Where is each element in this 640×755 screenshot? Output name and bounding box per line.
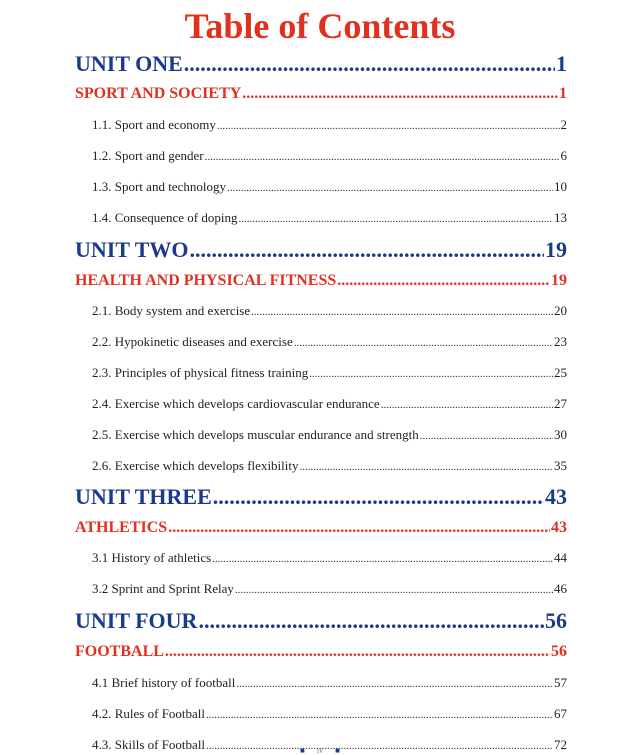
dot-leader — [235, 581, 553, 598]
toc-entry-sub[interactable] — [92, 580, 567, 598]
dot-leader — [165, 641, 550, 663]
toc-entry-sub[interactable] — [92, 302, 567, 320]
toc-entry-sub[interactable] — [92, 549, 567, 567]
toc-entry-page-number: 19 — [545, 237, 567, 262]
toc-entry-page-number: 6 — [560, 148, 567, 163]
toc-entry-page-number: 56 — [551, 643, 567, 660]
toc-entry-topic[interactable] — [75, 270, 567, 292]
toc-entry-label: 1.3. Sport and technology — [92, 179, 226, 194]
toc-entry-page-number: 44 — [554, 550, 567, 565]
page-footer — [0, 747, 640, 755]
toc-entry-page-number: 10 — [554, 179, 567, 194]
toc-entry-label: 2.5. Exercise which develops muscular endurance and strength — [92, 427, 419, 442]
toc-entry-page-number: 13 — [554, 210, 567, 225]
toc-entry-label: 1.4. Consequence of doping — [92, 210, 238, 225]
dot-leader — [239, 210, 553, 227]
toc-entry-label: 3.2 Sprint and Sprint Relay — [92, 581, 234, 596]
toc-entry-topic[interactable] — [75, 83, 567, 105]
toc-entry-page-number: 35 — [554, 458, 567, 473]
toc-entry-unit[interactable] — [75, 236, 567, 264]
toc-entry-page-number: 67 — [554, 706, 567, 721]
dot-leader — [205, 148, 560, 165]
toc-entry-page-number: 27 — [554, 396, 567, 411]
toc-entry-sub[interactable] — [92, 178, 567, 196]
toc-entry-sub[interactable] — [92, 395, 567, 413]
toc-entry-label: HEALTH AND PHYSICAL FITNESS — [75, 272, 337, 289]
toc-entry-page-number: 2 — [560, 117, 567, 132]
toc-entry-sub[interactable] — [92, 705, 567, 723]
toc-entry-label: UNIT THREE — [75, 484, 212, 509]
dot-leader — [212, 550, 553, 567]
toc-entry-label: 2.1. Body system and exercise — [92, 303, 251, 318]
toc-entry-page-number: 57 — [554, 675, 567, 690]
toc-entry-sub[interactable] — [92, 209, 567, 227]
footer-left-mark: ■ — [300, 746, 305, 755]
dot-leader — [236, 675, 553, 692]
toc-entry-page-number: 19 — [551, 272, 567, 289]
footer-right-mark: ■ — [335, 746, 340, 755]
toc-entry-unit[interactable] — [75, 607, 567, 635]
toc-entry-label: 4.2. Rules of Football — [92, 706, 206, 721]
toc-entry-page-number: 56 — [545, 608, 567, 633]
toc-entry-page-number: 23 — [554, 334, 567, 349]
toc-entry-label: 4.1 Brief history of football — [92, 675, 236, 690]
toc-entry-sub[interactable] — [92, 116, 567, 134]
toc-entry-label: 2.4. Exercise which develops cardiovascular endurance — [92, 396, 380, 411]
dot-leader — [227, 179, 553, 196]
dot-leader — [213, 483, 544, 511]
toc-entry-page-number: 43 — [545, 484, 567, 509]
toc-entry-label: 1.2. Sport and gender — [92, 148, 204, 163]
toc-entry-topic[interactable] — [75, 517, 567, 539]
toc-entry-label: ATHLETICS — [75, 519, 168, 536]
toc-entry-label: 3.1 History of athletics — [92, 550, 212, 565]
dot-leader — [190, 236, 544, 264]
toc-entry-unit[interactable] — [75, 483, 567, 511]
toc-entry-label: 1.1. Sport and economy — [92, 117, 216, 132]
page-title: Table of Contents — [184, 6, 456, 46]
toc-entry-page-number: 1 — [559, 85, 567, 102]
dot-leader — [309, 365, 553, 382]
dot-leader — [168, 517, 550, 539]
dot-leader — [337, 270, 550, 292]
footer-page-number: iv — [316, 746, 324, 755]
toc-entry-sub[interactable] — [92, 147, 567, 165]
toc-entry-page-number: 20 — [554, 303, 567, 318]
dot-leader — [251, 303, 553, 320]
toc-entry-sub[interactable] — [92, 674, 567, 692]
toc-entry-page-number: 46 — [554, 581, 567, 596]
toc-entry-label: 2.6. Exercise which develops flexibility — [92, 458, 299, 473]
toc-entry-topic[interactable] — [75, 641, 567, 663]
toc-entry-label: UNIT ONE — [75, 51, 183, 76]
dot-leader — [217, 117, 560, 134]
toc-entry-page-number: 72 — [554, 737, 567, 752]
toc-entry-unit[interactable] — [75, 50, 567, 78]
toc-entry-sub[interactable] — [92, 364, 567, 382]
toc-entry-label: 2.2. Hypokinetic diseases and exercise — [92, 334, 293, 349]
dot-leader — [294, 334, 553, 351]
dot-leader — [198, 607, 544, 635]
toc-entry-label: 2.3. Principles of physical fitness training — [92, 365, 309, 380]
toc-entry-page-number: 1 — [556, 51, 567, 76]
toc-entry-label: 4.3. Skills of Football — [92, 737, 206, 752]
dot-leader — [184, 50, 555, 78]
toc-entry-sub[interactable] — [92, 457, 567, 475]
toc-entry-page-number: 30 — [554, 427, 567, 442]
dot-leader — [420, 427, 553, 444]
toc-entry-sub[interactable] — [92, 333, 567, 351]
dot-leader — [381, 396, 553, 413]
toc-entry-page-number: 43 — [551, 519, 567, 536]
dot-leader — [206, 706, 553, 723]
toc-entry-label: SPORT AND SOCIETY — [75, 85, 242, 102]
toc-entry-label: UNIT FOUR — [75, 608, 198, 633]
toc-entry-label: UNIT TWO — [75, 237, 189, 262]
dot-leader — [242, 83, 558, 105]
dot-leader — [300, 458, 553, 475]
toc-entry-label: FOOTBALL — [75, 643, 164, 660]
toc-entry-page-number: 25 — [554, 365, 567, 380]
toc-entry-sub[interactable] — [92, 426, 567, 444]
